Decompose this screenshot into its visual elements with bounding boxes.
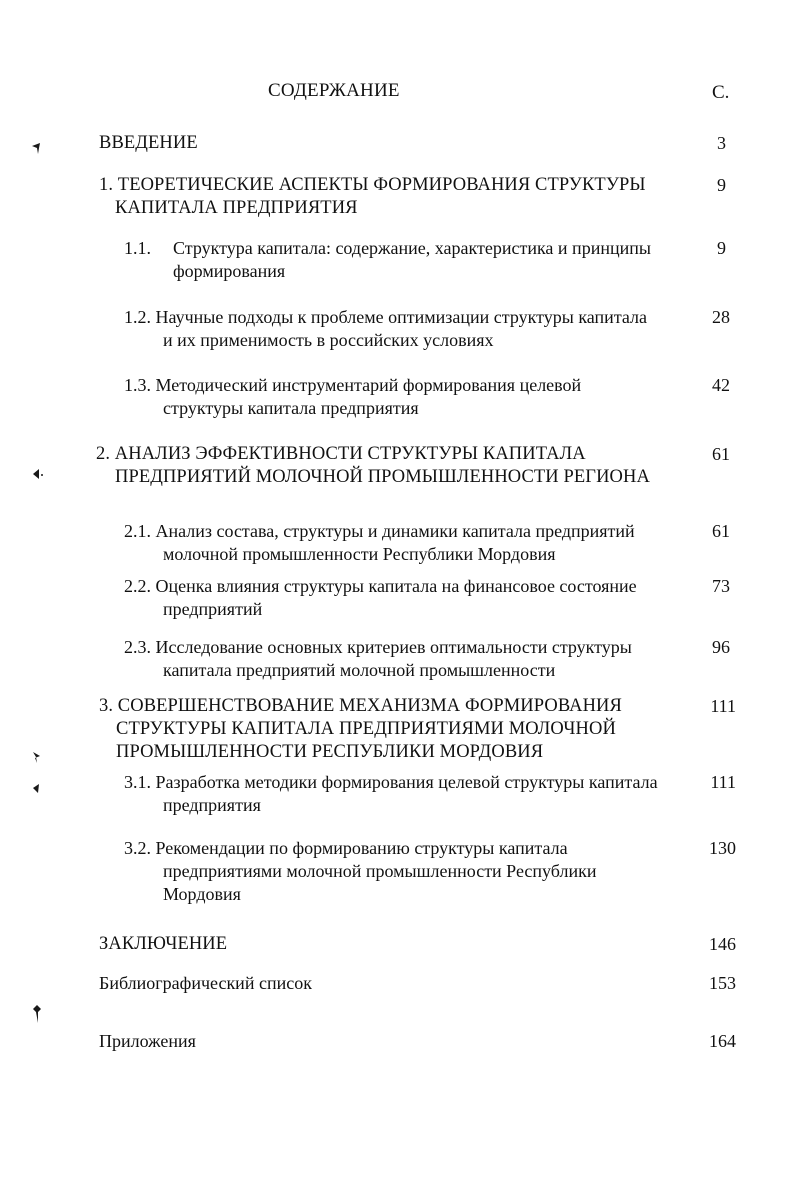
scan-mark-icon [30, 466, 44, 482]
toc-page-number: 111 [710, 696, 736, 716]
toc-page-number: 42 [712, 375, 730, 395]
toc-entry-chapter-1[interactable] [99, 174, 646, 220]
toc-entry-title-line2: молочной промышленности Республики Мордовия [163, 544, 556, 564]
toc-entry-title-line3: ПРОМЫШЛЕННОСТИ РЕСПУБЛИКИ МОРДОВИЯ [116, 742, 544, 762]
toc-entry-title-line1: 2.3. Исследование основных критериев оптимальности структуры [124, 637, 632, 657]
toc-entry-title: Приложения [99, 1031, 196, 1051]
toc-entry-appendices[interactable] [99, 1030, 196, 1053]
toc-entry-title-line1: 2.1. Анализ состава, структуры и динамики капитала предприятий [124, 521, 635, 541]
toc-entry-title-line3: Мордовия [163, 884, 241, 904]
toc-page-number: 130 [709, 838, 736, 858]
toc-entry-title-line2: ПРЕДПРИЯТИЙ МОЛОЧНОЙ ПРОМЫШЛЕННОСТИ РЕГИОНА [115, 467, 650, 487]
toc-entry-section-3-2[interactable] [124, 837, 597, 906]
toc-page-number: 96 [712, 637, 730, 657]
toc-entry-title: Библиографический список [99, 973, 312, 993]
page-column-label: С. [712, 82, 730, 103]
toc-entry-section-1-3[interactable] [124, 374, 581, 420]
toc-entry-title-line1: 1. ТЕОРЕТИЧЕСКИЕ АСПЕКТЫ ФОРМИРОВАНИЯ СТРУКТУРЫ [99, 175, 646, 195]
toc-entry-title-line1: Структура капитала: содержание, характеристика и принципы [173, 238, 651, 258]
toc-page-number: 61 [712, 521, 730, 541]
scan-mark-icon [30, 140, 44, 156]
toc-entry-title-line2: СТРУКТУРЫ КАПИТАЛА ПРЕДПРИЯТИЯМИ МОЛОЧНОЙ [116, 719, 616, 739]
toc-entry-section-2-1[interactable] [124, 520, 635, 566]
toc-entry-chapter-3[interactable] [99, 695, 622, 764]
toc-entry-section-3-1[interactable] [124, 771, 658, 817]
toc-entry-title-line2: капитала предприятий молочной промышленности [163, 660, 556, 680]
toc-entry-section-2-3[interactable] [124, 636, 632, 682]
scan-mark-icon [30, 780, 44, 796]
toc-entry-title-line2: и их применимость в российских условиях [163, 330, 494, 350]
toc-entry-title: ЗАКЛЮЧЕНИЕ [99, 934, 228, 954]
toc-page-number: 9 [717, 175, 726, 195]
toc-entry-title-line1: 3. СОВЕРШЕНСТВОВАНИЕ МЕХАНИЗМА ФОРМИРОВАНИЯ [99, 696, 622, 716]
toc-entry-title-line1: 1.2. Научные подходы к проблеме оптимизации структуры капитала [124, 307, 648, 327]
scan-mark-icon [30, 1003, 44, 1025]
toc-entry-chapter-2[interactable] [96, 443, 650, 489]
toc-entry-title-line2: формирования [173, 261, 286, 281]
toc-entry-section-1-1-number: 1.1. [124, 238, 151, 258]
toc-entry-conclusion[interactable] [99, 933, 227, 956]
toc-entry-title-line2: КАПИТАЛА ПРЕДПРИЯТИЯ [115, 198, 358, 218]
toc-page-number: 73 [712, 576, 730, 596]
toc-page-number: 9 [717, 238, 726, 258]
toc-entry-title-line2: предприятий [163, 599, 263, 619]
toc-entry-title-line2: предприятия [163, 795, 261, 815]
toc-entry-section-2-2[interactable] [124, 575, 637, 621]
toc-entry-title-line2: структуры капитала предприятия [163, 398, 419, 418]
toc-entry-section-1-1[interactable] [173, 237, 651, 283]
toc-entry-title-line1: 2.2. Оценка влияния структуры капитала на финансовое состояние [124, 576, 637, 596]
toc-entry-title-line2: предприятиями молочной промышленности Республики [163, 861, 597, 881]
toc-entry-title: ВВЕДЕНИЕ [99, 133, 198, 153]
toc-entry-title-line1: 1.3. Методический инструментарий формирования целевой [124, 375, 582, 395]
toc-page-number: 3 [717, 133, 726, 153]
toc-page-number: 61 [712, 444, 730, 464]
toc-entry-introduction[interactable] [99, 132, 198, 155]
toc-page-number: 111 [710, 772, 736, 792]
toc-page-number: 146 [709, 934, 736, 954]
toc-page-number: 164 [709, 1031, 736, 1051]
toc-page-number: 28 [712, 307, 730, 327]
toc-entry-bibliography[interactable] [99, 972, 312, 995]
scan-mark-icon [30, 748, 44, 764]
toc-page-number: 153 [709, 973, 736, 993]
toc-entry-section-1-2[interactable] [124, 306, 647, 352]
page-title: СОДЕРЖАНИЕ [268, 80, 400, 101]
toc-entry-title-line1: 2. АНАЛИЗ ЭФФЕКТИВНОСТИ СТРУКТУРЫ КАПИТАЛА [96, 444, 586, 464]
toc-entry-title-line1: 3.2. Рекомендации по формированию структуры капитала [124, 838, 568, 858]
toc-entry-title-line1: 3.1. Разработка методики формирования целевой структуры капитала [124, 772, 658, 792]
